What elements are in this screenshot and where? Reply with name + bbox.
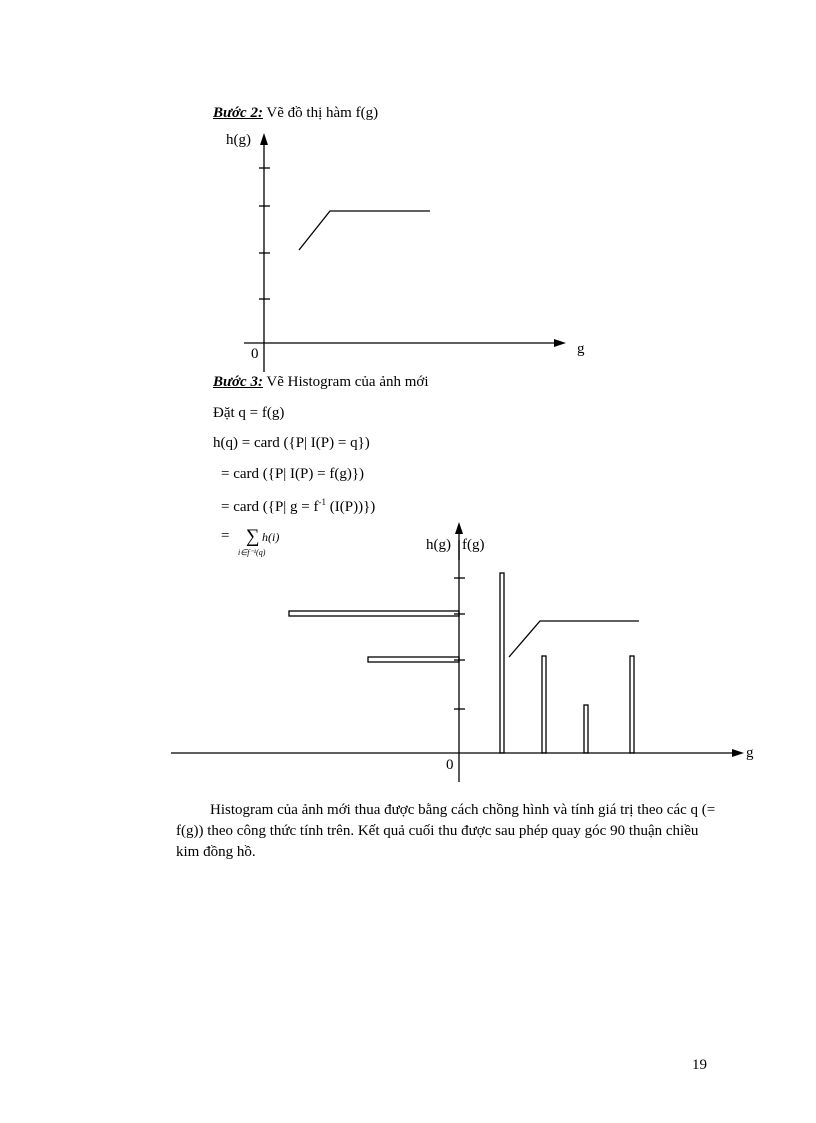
graph2-vbar-3 <box>584 705 588 753</box>
step3-title: Bước 3: <box>213 374 263 390</box>
graph2-origin-label: 0 <box>446 757 454 773</box>
graph1-x-label: g <box>577 341 585 357</box>
graph2-y-arrow <box>455 522 463 534</box>
equation-line-4-a: = card ({P| g = f <box>221 499 319 515</box>
page-number: 19 <box>692 1057 707 1073</box>
conclusion-text: Histogram của ảnh mới thua được bằng cách chồng hình và tính giá trị theo các q (= f(g)) theo công thức tính trên. Kết quả cuối thu được sau phép quay góc 90 thuận chiều kim đồng hồ. <box>176 802 716 860</box>
step2-title: Bước 2: <box>213 105 263 121</box>
graph2-x-arrow <box>732 749 744 757</box>
sum-subscript: i∈f⁻¹(q) <box>238 548 266 557</box>
graph2-hbar-2 <box>368 657 459 662</box>
equation-line-4-b: (I(P))}) <box>326 499 376 515</box>
sum-symbol: ∑ <box>246 526 260 547</box>
graph2-vbar-1 <box>500 573 504 753</box>
equation-line-2: h(q) = card ({P| I(P) = q}) <box>213 435 370 451</box>
graph2-y-label: h(g) <box>426 537 451 553</box>
step2-text: Vẽ đồ thị hàm f(g) <box>262 105 379 121</box>
graph1-origin-label: 0 <box>251 346 259 362</box>
equation-line-4-sup: -1 <box>318 497 327 507</box>
graph2-f-label: f(g) <box>462 537 485 553</box>
graph1-y-label: h(g) <box>226 132 251 148</box>
step3-text: Vẽ Histogram của ảnh mới <box>262 374 429 390</box>
graph2-hbar-1 <box>289 611 459 616</box>
graph2-f-curve <box>509 621 639 657</box>
equation-line-1: Đặt q = f(g) <box>213 405 285 421</box>
equation-line-3: = card ({P| I(P) = f(g)}) <box>221 466 365 482</box>
sum-term: h(i) <box>262 530 280 544</box>
graph2-vbar-2 <box>542 656 546 753</box>
equation-line-5-eq: = <box>221 528 230 544</box>
graph2-vbar-4 <box>630 656 634 753</box>
conclusion-paragraph <box>176 800 721 863</box>
graph2-x-label: g <box>746 745 754 761</box>
